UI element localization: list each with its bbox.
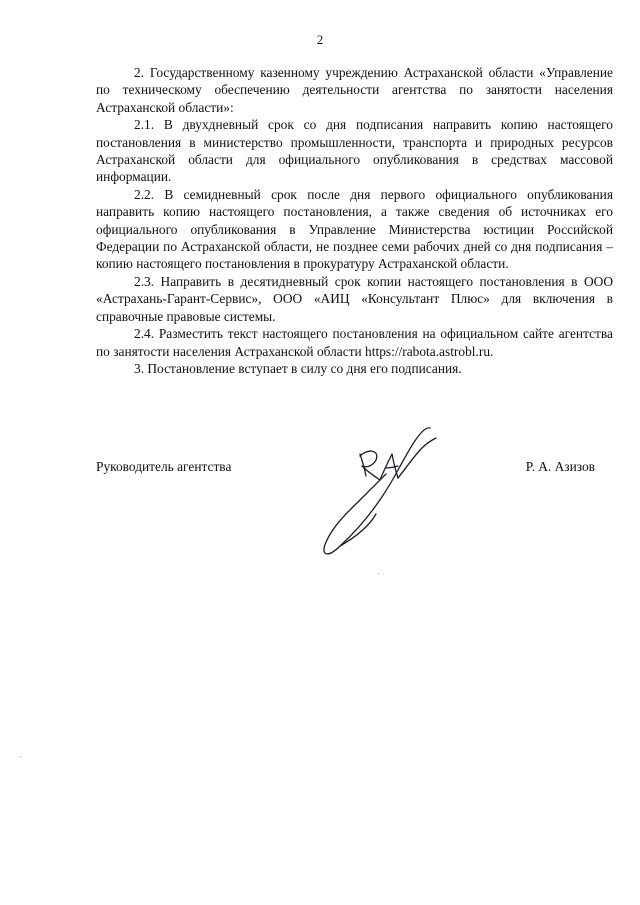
document-body	[96, 64, 613, 377]
handwritten-signature	[310, 418, 450, 578]
signatory-position: Руководитель агентства	[96, 459, 232, 474]
paragraph-2-4: 2.4. Разместить текст настоящего постановления на официальном сайте агентства по занятости населения Астраханской области https://rabota.astrobl.ru.	[96, 326, 613, 359]
scan-speck	[378, 573, 379, 574]
paragraph-2: 2. Государственному казенному учреждению Астраханской области «Управление по техническому обеспечению деятельности агентства по занятости населения Астраханской области»:	[96, 65, 613, 115]
paragraph-2-1: 2.1. В двухдневный срок со дня подписания направить копию настоящего постановления в министерство промышленности, транспорта и природных ресурсов Астраханской области для официального опубликования в средствах массовой информации.	[96, 117, 613, 185]
page-number: 2	[316, 32, 324, 47]
scan-speck	[20, 756, 21, 757]
paragraph-2-2: 2.2. В семидневный срок после дня первого официального опубликования направить копию настоящего постановления, а также сведения об источниках его официального опубликования в Управление Министерства юстиции Российской Федерации по Астраханской области, не позднее семи рабочих дней со дня подписания – копию настоящего постановления в прокуратуру Астраханской области.	[96, 186, 613, 272]
paragraph-3: 3. Постановление вступает в силу со дня его подписания.	[134, 360, 462, 376]
signatory-name: Р. А. Азизов	[525, 459, 595, 474]
paragraph-2-3: 2.3. Направить в десятидневный срок копии настоящего постановления в ООО «Астрахань-Гарант-Сервис», ООО «АИЦ «Консультант Плюс» для включения в справочные правовые системы.	[96, 273, 613, 324]
